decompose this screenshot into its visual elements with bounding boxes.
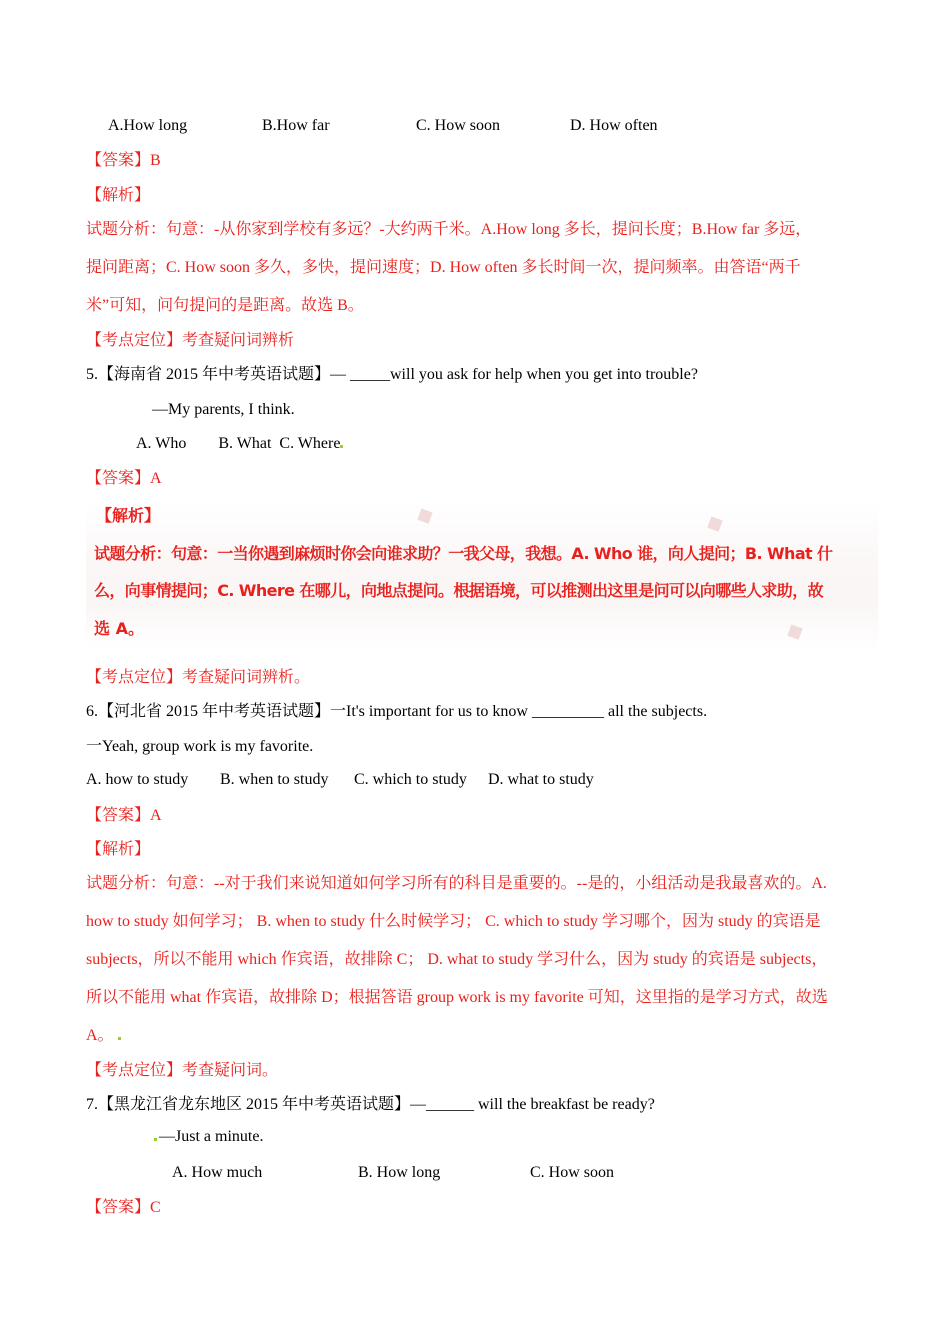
q4-answer: 【答案】B [86, 152, 161, 169]
q5-options: A. Who B. What C. Where [136, 434, 343, 454]
q6-analysis-line-4: 所以不能用 what 作宾语，故排除 D；根据答语 group work is my favorite 可知，这里指的是学习方式，故选 [86, 989, 828, 1006]
q7-reply: —Just a minute. [154, 1127, 263, 1147]
q6-option-b: B. when to study [220, 771, 329, 788]
q6-reply: 一Yeah, group work is my favorite. [86, 738, 314, 755]
q4-option-b: B.How far [262, 117, 330, 134]
q4-option-c: C. How soon [416, 117, 501, 134]
watermark-mark: ◆ [781, 615, 808, 646]
q4-analysis-line-2: 提问距离；C. How soon 多久，多快，提问速度；D. How often 多长时间一次，提问频率。由答语“两千 [86, 259, 801, 276]
q7-option-a: A. How much [172, 1164, 263, 1181]
q4-analysis-label: 【解析】 [86, 187, 151, 204]
q5-answer: 【答案】A [86, 470, 162, 487]
q5-question: 5.【海南省 2015 年中考英语试题】— _____will you ask for help when you get into trouble? [86, 366, 698, 383]
q7-option-b: B. How long [358, 1164, 441, 1181]
watermark-band [86, 500, 878, 650]
q5-analysis-line-1: 试题分析：句意：一当你遇到麻烦时你会向谁求助？一我父母，我想。A. Who 谁，向人提问；B. What 什 [94, 544, 833, 563]
q6-option-a: A. how to study [86, 771, 189, 788]
q6-answer: 【答案】A [86, 807, 162, 824]
q4-option-d: D. How often [570, 117, 658, 134]
q6-analysis-label: 【解析】 [86, 841, 151, 858]
q6-option-d: D. what to study [488, 771, 594, 788]
q6-analysis-line-2: how to study 如何学习； B. when to study 什么时候学习； C. which to study 学习哪个，因为 study 的宾语是 [86, 913, 821, 930]
q4-analysis-line-3: 米”可知，问句提问的是距离。故选 B。 [86, 297, 364, 314]
q6-option-c: C. which to study [354, 771, 467, 788]
q7-option-c: C. How soon [530, 1164, 615, 1181]
q6-analysis-line-5: A。 [86, 1026, 121, 1046]
q4-point: 【考点定位】考查疑问词辨析 [86, 332, 295, 349]
q5-analysis-line-2: 么，向事情提问；C. Where 在哪儿，向地点提问。根据语境，可以推测出这里是问可以向哪些人求助，故 [94, 581, 823, 600]
q5-point: 【考点定位】考查疑问词辨析。 [86, 669, 311, 686]
q5-analysis-label: 【解析】 [96, 506, 161, 525]
q6-question: 6.【河北省 2015 年中考英语试题】一It's important for us to know _________ all the subjects. [86, 703, 708, 720]
q4-analysis-line-1: 试题分析：句意：-从你家到学校有多远？-大约两千米。A.How long 多长，提问长度；B.How far 多远， [86, 221, 812, 238]
q7-question: 7.【黑龙江省龙东地区 2015 年中考英语试题】—______ will the breakfast be ready? [86, 1096, 655, 1113]
watermark-mark: ◆ [701, 507, 728, 538]
watermark-mark: ◆ [411, 499, 438, 530]
q6-point: 【考点定位】考查疑问词。 [86, 1062, 279, 1079]
q5-reply: —My parents, I think. [152, 401, 295, 418]
q6-analysis-line-3: subjects，所以不能用 which 作宾语，故排除 C； D. what to study 学习什么，因为 study 的宾语是 subjects， [86, 951, 828, 968]
q4-option-a: A.How long [108, 117, 188, 134]
q6-analysis-line-1: 试题分析：句意：--对于我们来说知道如何学习所有的科目是重要的。--是的，小组活动是我最喜欢的。A. [86, 875, 827, 892]
q5-analysis-line-3: 选 A。 [94, 619, 144, 638]
q7-answer: 【答案】C [86, 1199, 161, 1216]
